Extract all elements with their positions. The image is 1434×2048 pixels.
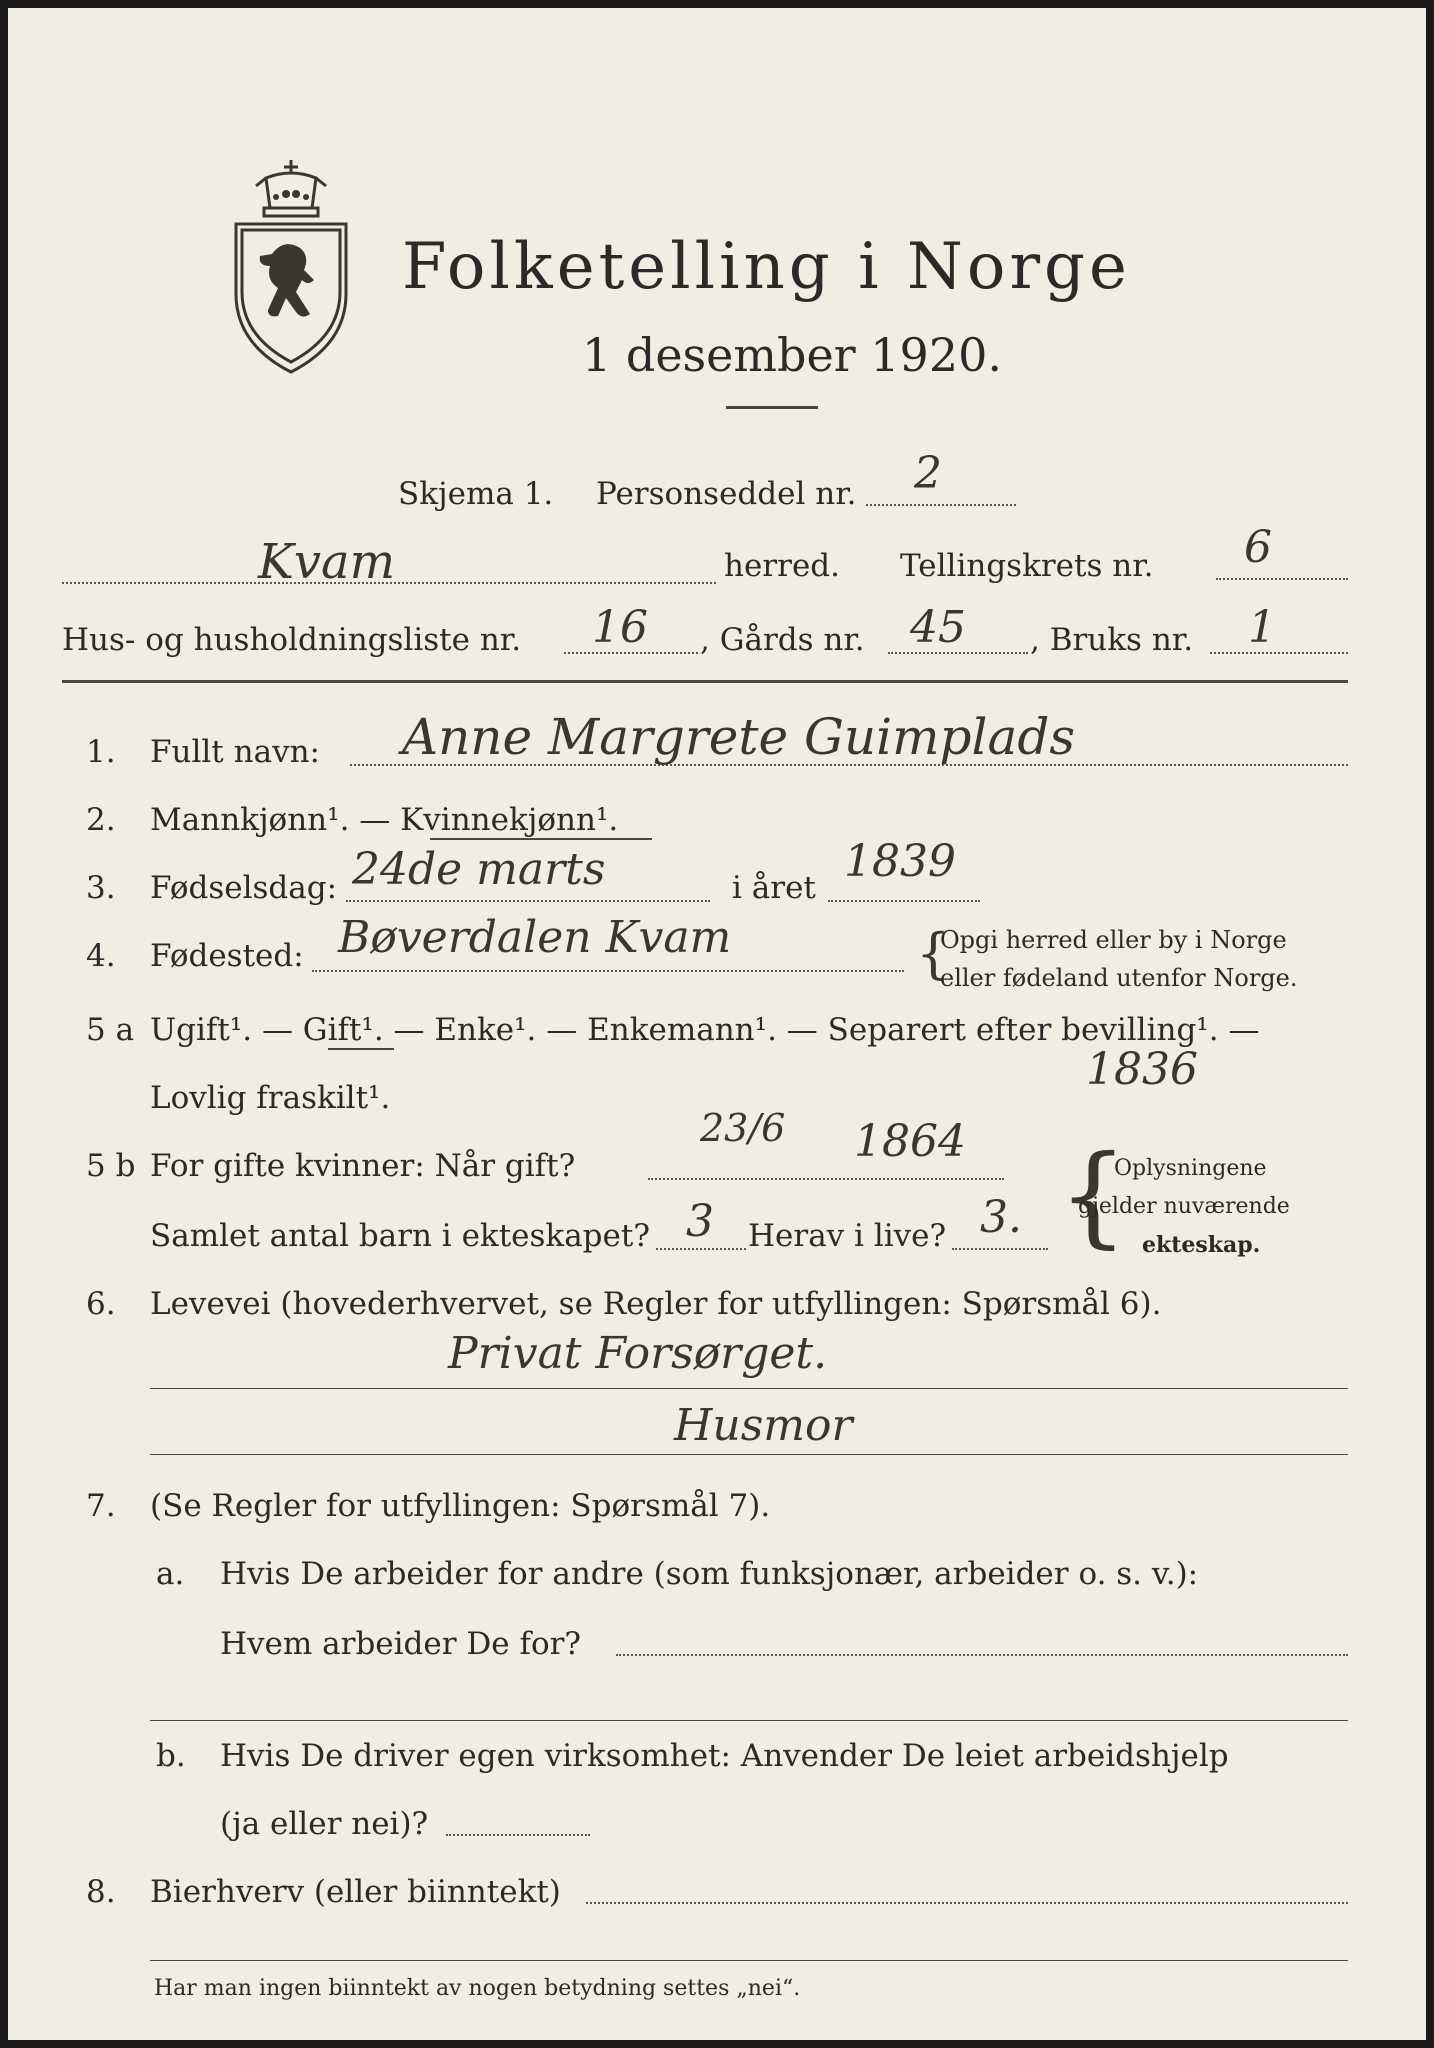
q7a-line-1 [616,1654,1348,1656]
bruks-line [1210,652,1348,654]
census-form [8,8,1426,2040]
q4-label: Fødested: [150,938,304,974]
header-divider [62,680,1348,683]
norway-coat-of-arms-icon [226,156,356,378]
q5a-margin-value: 1836 [1086,1044,1198,1095]
q5b-year-value: 1864 [854,1116,966,1167]
q1-number: 1. [86,734,116,770]
q5a-number: 5 a [86,1012,135,1048]
footer-note: Har man ingen biinntekt av nogen betydning settes „nei“. [154,1976,801,2001]
tellingskrets-label: Tellingskrets nr. [900,548,1154,584]
q1-value: Anne Margrete Guimplads [402,708,1075,766]
q5b-number: 5 b [86,1148,136,1184]
q7b-letter: b. [156,1738,186,1774]
q7-label: (Se Regler for utfyllingen: Spørsmål 7). [150,1488,771,1524]
form-title: Folketelling i Norge [402,230,1131,304]
personseddel-line [866,504,1016,506]
q7a-letter: a. [156,1556,185,1592]
q5b-children-label: Samlet antal barn i ekteskapet? [150,1218,650,1254]
q3-number: 3. [86,870,116,906]
q5b-brace: { [1058,1131,1128,1259]
herred-label: herred. [724,548,840,584]
q6-line-2 [150,1454,1348,1455]
husholdningsliste-label: Hus- og husholdningsliste nr. [62,622,522,658]
q2-number: 2. [86,802,116,838]
q5b-children-value: 3 [686,1196,714,1247]
q5b-note-3: ekteskap. [1142,1232,1261,1258]
skjema-label: Skjema 1. [398,476,554,512]
q1-label: Fullt navn: [150,734,320,770]
tellingskrets-line [1216,578,1348,580]
q6-value-1: Privat Forsørget. [448,1328,828,1379]
q5b-children-line [656,1248,746,1250]
q4-line [312,970,904,972]
q3-label: Fødselsdag: [150,870,338,906]
q4-note-1: Opgi herred eller by i Norge [940,926,1287,954]
q3-year-value: 1839 [844,836,956,887]
q7a-label: Hvis De arbeider for andre (som funksjonær, arbeider o. s. v.): [220,1556,1199,1592]
q5b-alive-value: 3. [980,1192,1022,1243]
q8-line-2 [150,1960,1348,1961]
q8-number: 8. [86,1874,116,1910]
q7b-label-2: (ja eller nei)? [220,1806,429,1842]
q5b-alive-line [952,1248,1048,1250]
bruks-value: 1 [1248,602,1276,653]
q3-value: 24de marts [352,844,606,895]
q7a-line-2 [150,1720,1348,1721]
personseddel-label: Personseddel nr. [596,476,857,512]
form-subtitle: 1 desember 1920. [582,328,1002,382]
gards-label: , Gårds nr. [700,622,865,658]
husholdningsliste-value: 16 [592,602,648,653]
q5b-date-line [648,1178,1004,1180]
q5a-label-2: Lovlig fraskilt¹. [150,1080,391,1116]
q4-number: 4. [86,938,116,974]
q4-note-2: eller fødeland utenfor Norge. [940,964,1298,992]
q5b-label: For gifte kvinner: Når gift? [150,1148,576,1184]
q8-line-1 [586,1902,1348,1904]
q5b-alive-label: Herav i live? [748,1218,947,1254]
q7b-label: Hvis De driver egen virksomhet: Anvender De leiet arbeidshjelp [220,1738,1229,1774]
personseddel-value: 2 [914,448,942,499]
q5b-date-value: 23/6 [700,1106,786,1150]
title-divider [726,406,818,409]
q6-line-1 [150,1388,1348,1389]
q2-underline [430,838,652,840]
q3-year-line [828,900,980,902]
q4-brace: { [916,922,951,985]
gards-value: 45 [910,602,966,653]
q7a-label-2: Hvem arbeider De for? [220,1626,582,1662]
q6-value-2: Husmor [674,1400,853,1451]
q5a-gift-underline [328,1048,394,1050]
q7-number: 7. [86,1488,116,1524]
q2-label: Mannkjønn¹. — Kvinnekjønn¹. [150,802,619,838]
q3-line [346,900,710,902]
q4-value: Bøverdalen Kvam [338,912,732,963]
q5a-label: Ugift¹. — Gift¹. — Enke¹. — Enkemann¹. — Separert efter bevilling¹. — [150,1012,1260,1048]
q6-label: Levevei (hovederhvervet, se Regler for utfyllingen: Spørsmål 6). [150,1286,1162,1322]
q5b-note-2: gjelder nuværende [1078,1194,1290,1219]
q7b-line [446,1834,590,1836]
q5b-note-1: Oplysningene [1114,1156,1267,1181]
q6-number: 6. [86,1286,116,1322]
herred-value: Kvam [258,534,396,590]
bruks-label: , Bruks nr. [1030,622,1194,658]
tellingskrets-value: 6 [1244,522,1272,573]
q3-year-label: i året [732,870,816,906]
q8-label: Bierhverv (eller biinntekt) [150,1874,561,1910]
